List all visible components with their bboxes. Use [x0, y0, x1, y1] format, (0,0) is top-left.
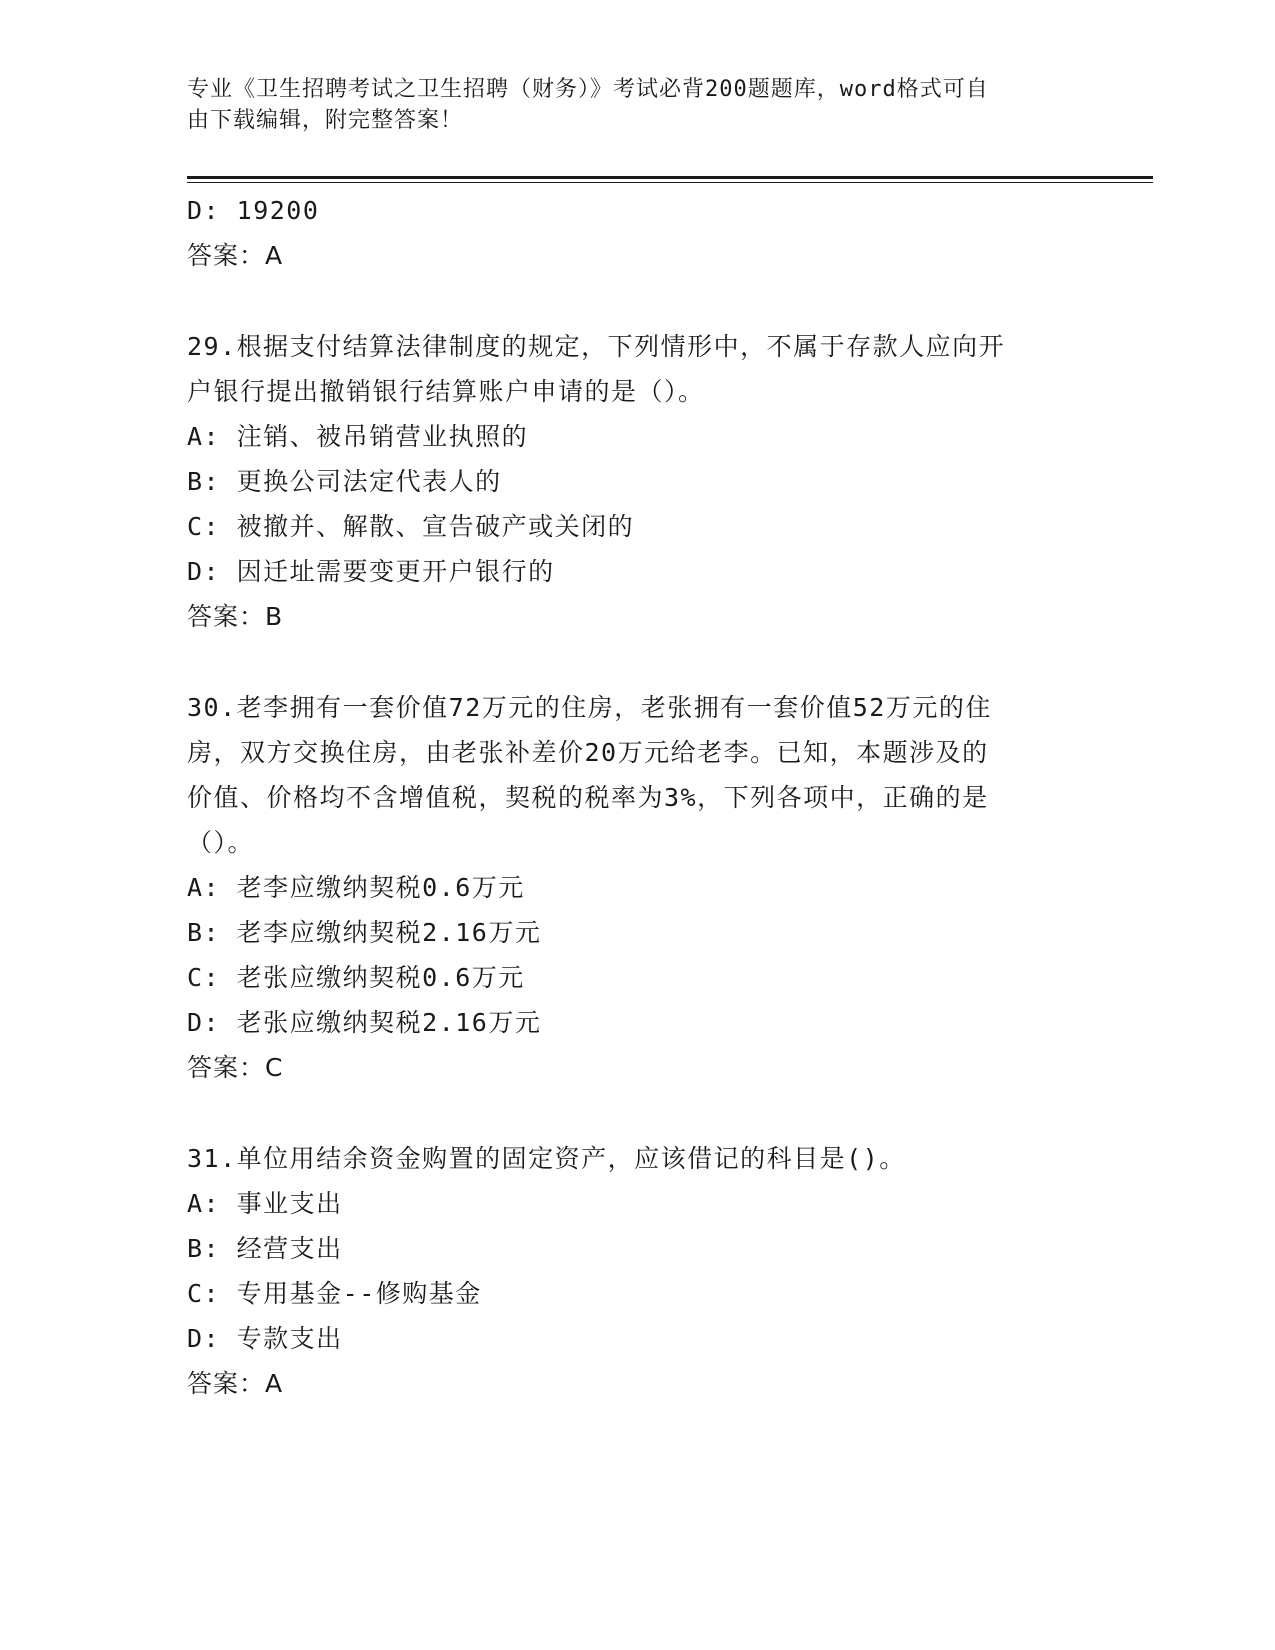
- option-b: B: 老李应缴纳契税2.16万元: [187, 918, 542, 947]
- option-a: A: 老李应缴纳契税0.6万元: [187, 873, 525, 902]
- option-d: D: 老张应缴纳契税2.16万元: [187, 1008, 542, 1037]
- header-divider-thick: [187, 176, 1153, 179]
- option-b: B: 更换公司法定代表人的: [187, 467, 502, 496]
- header-title-line-1: 专业《卫生招聘考试之卫生招聘（财务）》考试必背200题题库，word格式可自: [187, 77, 989, 102]
- option-d: D: 专款支出: [187, 1324, 343, 1353]
- header-divider-thin: [187, 182, 1153, 183]
- option-d: D: 因迁址需要变更开户银行的: [187, 557, 555, 586]
- question-stem-line: 30.老李拥有一套价值72万元的住房，老张拥有一套价值52万元的住: [187, 693, 992, 722]
- question-stem-line: 房，双方交换住房，由老张补差价20万元给老李。已知，本题涉及的: [187, 738, 989, 767]
- option-c: C: 专用基金--修购基金: [187, 1279, 482, 1308]
- header-title-line-2: 由下载编辑，附完整答案！: [187, 108, 464, 133]
- question-stem-line: 户银行提出撤销银行结算账户申请的是（）。: [187, 377, 705, 406]
- option-c: C: 被撤并、解散、宣告破产或关闭的: [187, 512, 635, 541]
- question-list: [187, 188, 1087, 1406]
- question-28-option-d: D: 19200: [187, 196, 320, 225]
- question-stem-line: 31.单位用结余资金购置的固定资产，应该借记的科目是()。: [187, 1144, 906, 1173]
- document-header: [187, 74, 1067, 136]
- question-30: [187, 685, 1087, 1090]
- option-b: B: 经营支出: [187, 1234, 343, 1263]
- question-stem-line: （）。: [187, 828, 255, 857]
- answer: 答案：A: [187, 1369, 284, 1398]
- answer: 答案：C: [187, 1053, 284, 1082]
- question-31: [187, 1136, 1087, 1406]
- question-stem-line: 29.根据支付结算法律制度的规定，下列情形中，不属于存款人应向开: [187, 332, 1006, 361]
- question-28-answer: 答案：A: [187, 241, 284, 270]
- option-a: A: 注销、被吊销营业执照的: [187, 422, 529, 451]
- spacer: [187, 278, 1087, 324]
- answer: 答案：B: [187, 602, 284, 631]
- question-29: [187, 324, 1087, 639]
- question-stem-line: 价值、价格均不含增值税，契税的税率为3%，下列各项中，正确的是: [187, 783, 989, 812]
- spacer: [187, 639, 1087, 685]
- option-a: A: 事业支出: [187, 1189, 343, 1218]
- spacer: [187, 1090, 1087, 1136]
- option-c: C: 老张应缴纳契税0.6万元: [187, 963, 525, 992]
